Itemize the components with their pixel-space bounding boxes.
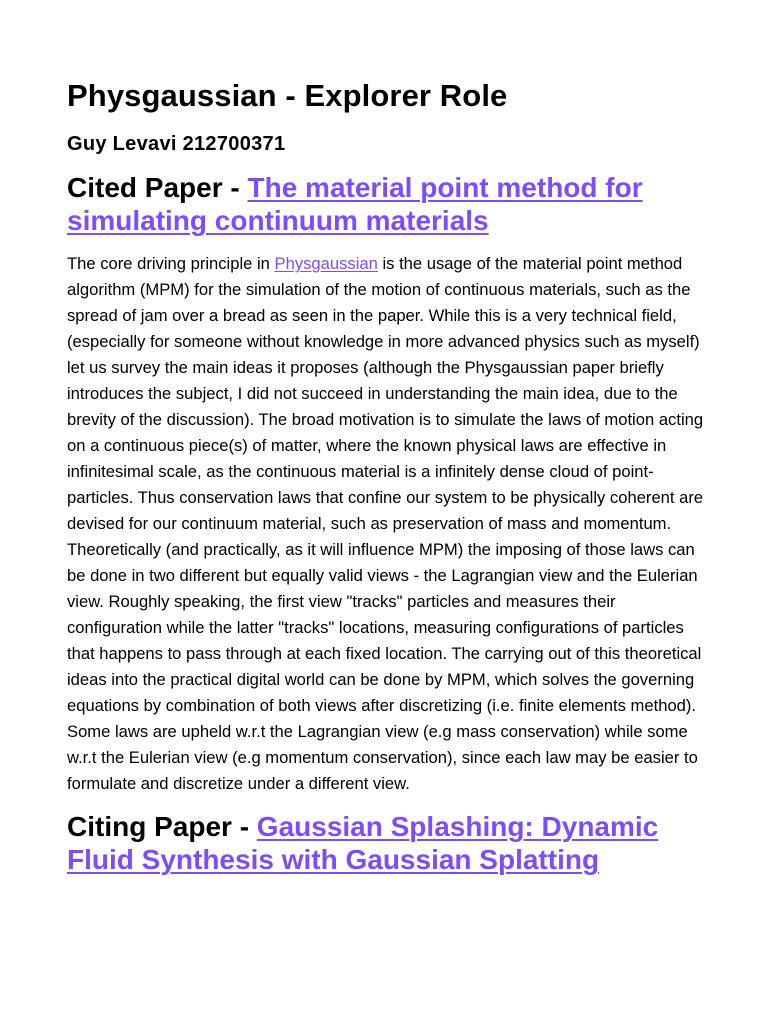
cited-paper-link[interactable]: The material point method for simulating continuum materials [67,172,643,236]
citing-paper-heading [67,810,706,876]
document-title: Physgaussian - Explorer Role [67,78,508,113]
body-paragraph [67,251,706,797]
body-text-start: The core driving principle in [67,254,275,273]
author-line: Guy Levavi 212700371 [67,133,286,155]
citing-paper-link[interactable]: Gaussian Splashing: Dynamic Fluid Synthesis with Gaussian Splatting [67,811,659,875]
physgaussian-link[interactable]: Physgaussian [274,254,378,273]
citing-paper-prefix: Citing Paper - [67,811,257,842]
cited-paper-prefix: Cited Paper - [67,172,248,203]
cited-paper-heading [67,171,706,237]
body-text-rest: is the usage of the material point method algorithm (MPM) for the simulation of the motion of continuous materials, such as the spread of jam over a bread as seen in the paper. While this is a very technical field, (especially for someone without knowledge in more advanced physics such as myself) let us survey the main ideas it proposes (although the Physgaussian paper briefly introduces the subject, I did not succeed in understanding the main idea, due to the brevity of the discussion). The broad motivation is to simulate the laws of motion acting on a continuous piece(s) of matter, where the known physical laws are effective in infinitesimal scale, as the continuous material is a infinitely dense cloud of point-particles. Thus conservation laws that confine our system to be physically coherent are devised for our continuum material, such as preservation of mass and momentum. Theoretically (and practically, as it will influence MPM) the imposing of those laws can be done in two different but equally valid views - the Lagrangian view and the Eulerian view. Roughly speaking, the first view "tracks" particles and measures their configuration while the latter "tracks" locations, measuring configurations of particles that happens to pass through at each fixed location. The carrying out of this theoretical ideas into the practical digital world can be done by MPM, which solves the governing equations by combination of both views after discretizing (i.e. finite elements method). Some laws are upheld w.r.t the Lagrangian view (e.g mass conservation) while some w.r.t the Eulerian view (e.g momentum conservation), since each law may be easier to formulate and discretize under a different view. [67,254,704,793]
